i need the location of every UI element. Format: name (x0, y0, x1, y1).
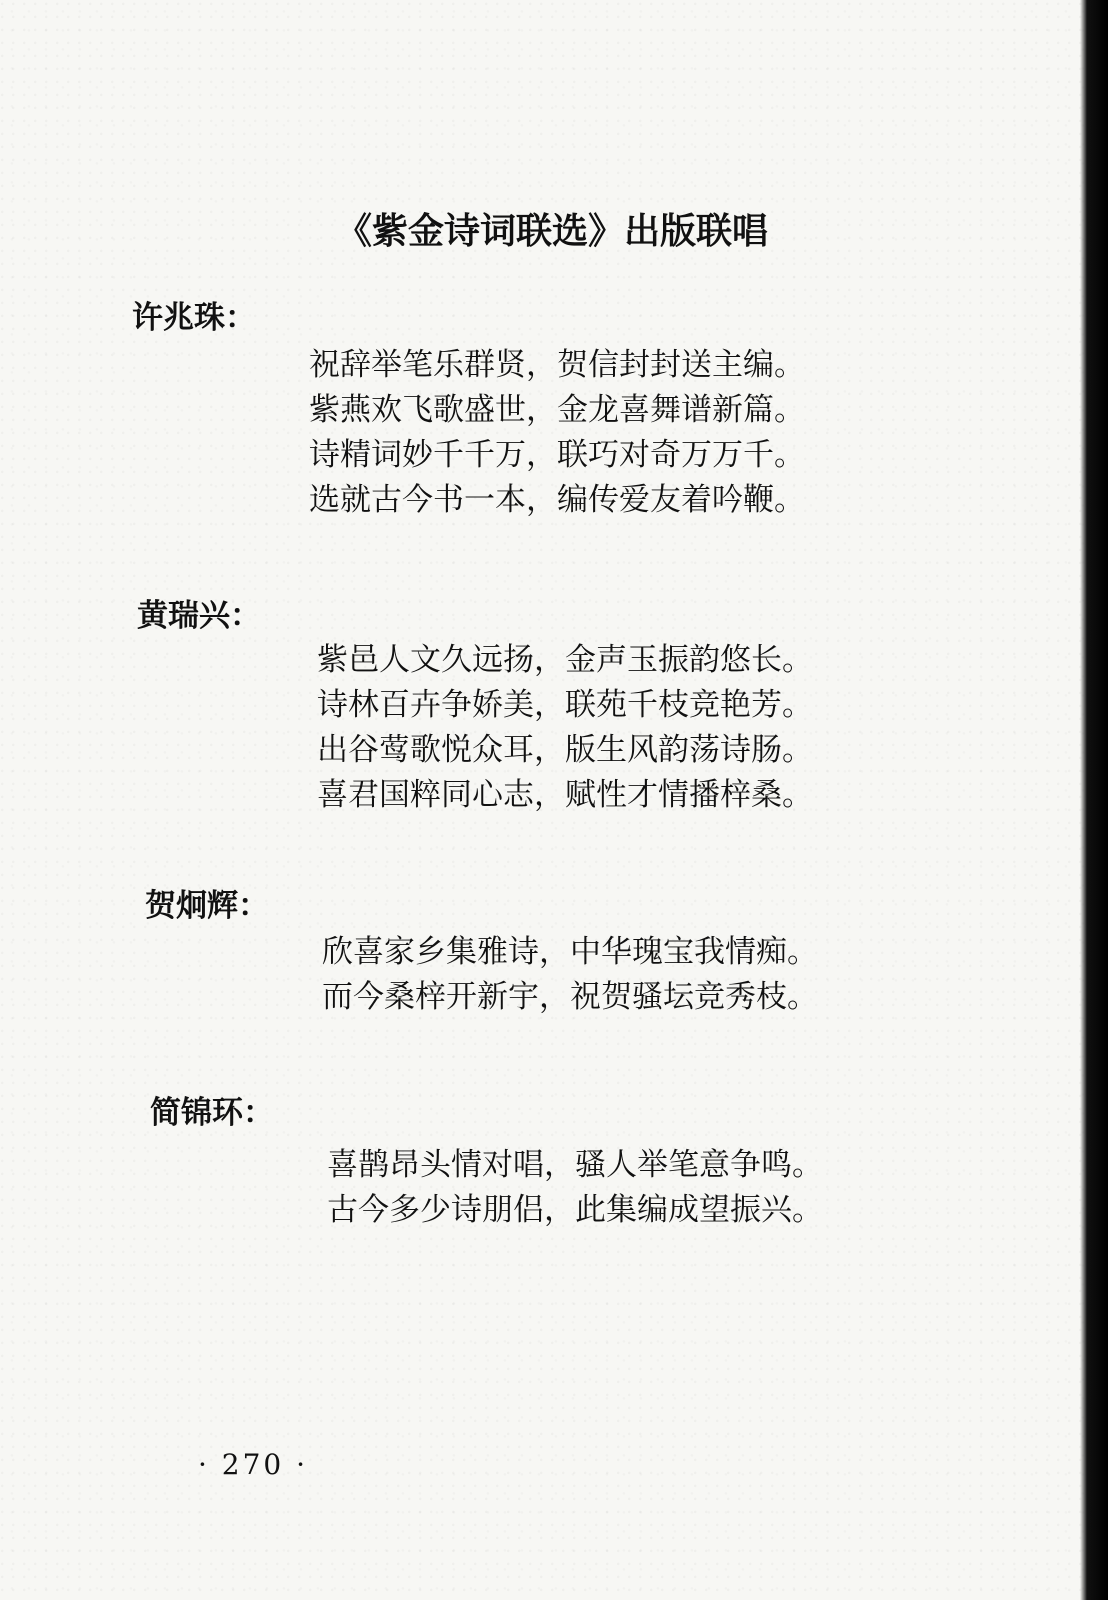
page-binding-shadow (1080, 0, 1108, 1600)
poem-line: 诗精词妙千千万，联巧对奇万万千。 (309, 437, 805, 473)
poem-line: 喜鹊昂头情对唱，骚人举笔意争鸣。 (327, 1147, 823, 1183)
poem-huang-ruixing (317, 638, 813, 818)
author-jian-jinhuan: 简锦环： (150, 1095, 274, 1131)
poem-line: 紫邑人文久远扬，金声玉振韵悠长。 (317, 642, 813, 678)
poem-line: 古今多少诗朋侣，此集编成望振兴。 (327, 1192, 823, 1228)
poem-line: 选就古今书一本，编传爱友着吟鞭。 (309, 482, 805, 518)
poem-line: 欣喜家乡集雅诗，中华瑰宝我情痴。 (322, 934, 818, 970)
poem-jian-jinhuan (327, 1143, 823, 1233)
poem-line: 紫燕欢飞歌盛世，金龙喜舞谱新篇。 (309, 392, 805, 428)
poem-line: 而今桑梓开新宇，祝贺骚坛竞秀枝。 (322, 979, 818, 1015)
poem-he-jionghui (322, 930, 818, 1020)
poem-xu-zhaozhu (309, 343, 805, 523)
poem-line: 出谷莺歌悦众耳，版生风韵荡诗肠。 (317, 732, 813, 768)
poem-line: 诗林百卉争娇美，联苑千枝竞艳芳。 (317, 687, 813, 723)
page-title: 《紫金诗词联选》出版联唱 (336, 210, 769, 252)
poem-line: 祝辞举笔乐群贤，贺信封封送主编。 (309, 347, 805, 383)
poem-line: 喜君国粹同心志，赋性才情播梓桑。 (317, 777, 813, 813)
author-xu-zhaozhu: 许兆珠： (132, 300, 256, 336)
author-huang-ruixing: 黄瑞兴： (137, 598, 261, 634)
page-number: · 270 · (198, 1448, 309, 1481)
author-he-jionghui: 贺炯辉： (145, 888, 269, 924)
